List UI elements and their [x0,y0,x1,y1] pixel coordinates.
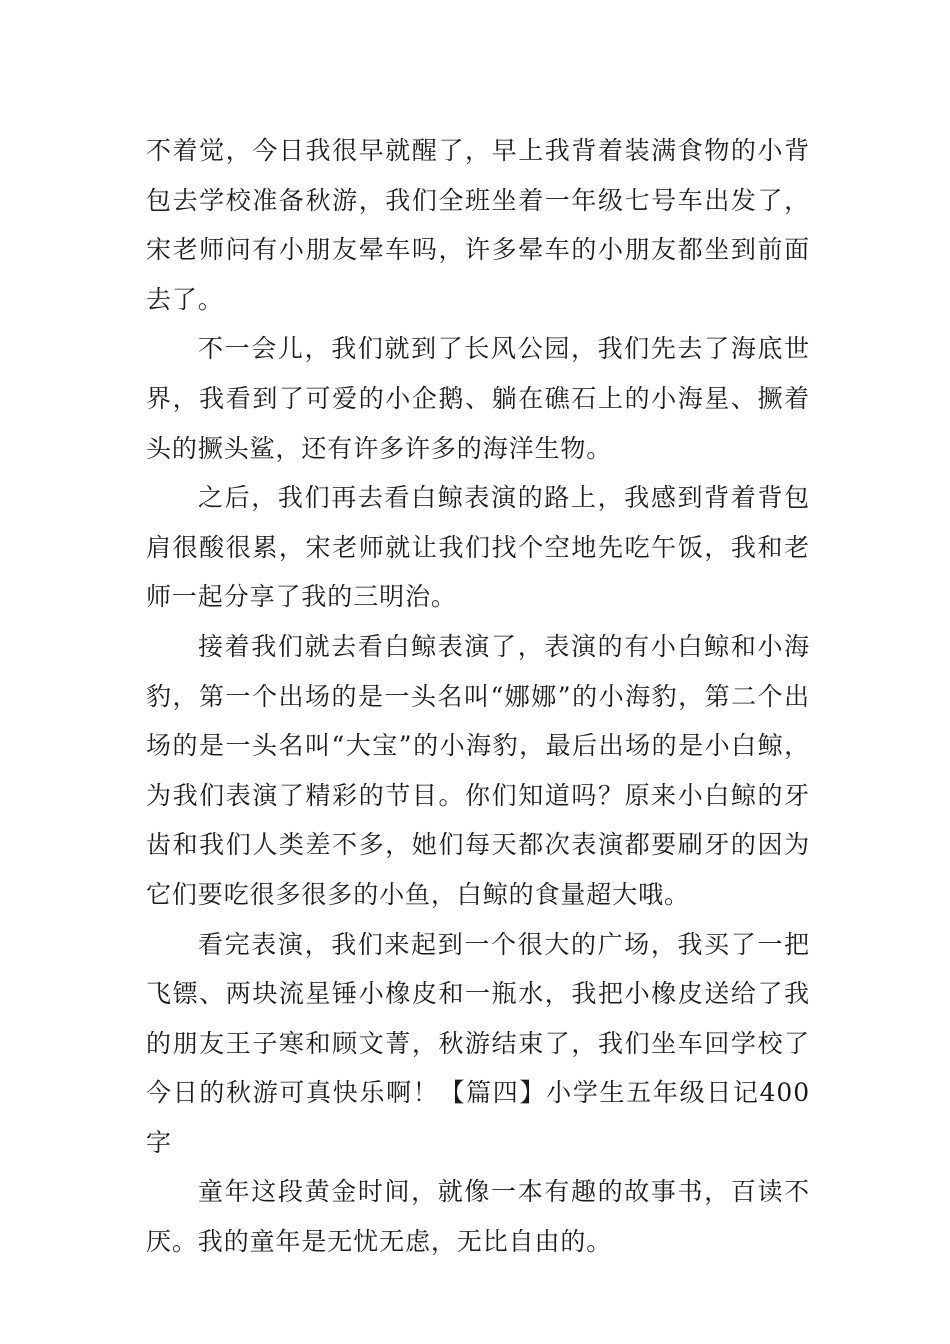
paragraph-5: 看完表演，我们来起到一个很大的广场，我买了一把飞镖、两块流星锤小橡皮和一瓶水，我把小橡皮送给了我的朋友王子寒和顾文菁，秋游结束了，我们坐车回学校了今日的秋游可真快乐啊！【篇四】小学生五年级日记400字 [146,929,810,1157]
paragraph-2: 不一会儿，我们就到了长风公园，我们先去了海底世界，我看到了可爱的小企鹅、躺在礁石上的小海星、撅着头的撅头鲨，还有许多许多的海洋生物。 [146,334,810,463]
document-body [146,126,810,1267]
paragraph-1: 不着觉，今日我很早就醒了，早上我背着装满食物的小背包去学校准备秋游，我们全班坐着一年级七号车出发了，宋老师问有小朋友晕车吗，许多晕车的小朋友都坐到前面去了。 [146,136,810,314]
paragraph-3: 之后，我们再去看白鲸表演的路上，我感到背着背包肩很酸很累，宋老师就让我们找个空地先吃午饭，我和老师一起分享了我的三明治。 [146,483,810,612]
paragraph-6: 童年这段黄金时间，就像一本有趣的故事书，百读不厌。我的童年是无忧无虑，无比自由的。 [146,1177,810,1257]
paragraph-4: 接着我们就去看白鲸表演了，表演的有小白鲸和小海豹，第一个出场的是一头名叫“娜娜”的小海豹，第二个出场的是一头名叫“大宝”的小海豹，最后出场的是小白鲸，为我们表演了精彩的节目。你们知道吗？原来小白鲸的牙齿和我们人类差不多，她们每天都次表演都要刷牙的因为它们要吃很多很多的小鱼，白鲸的食量超大哦。 [146,631,810,909]
